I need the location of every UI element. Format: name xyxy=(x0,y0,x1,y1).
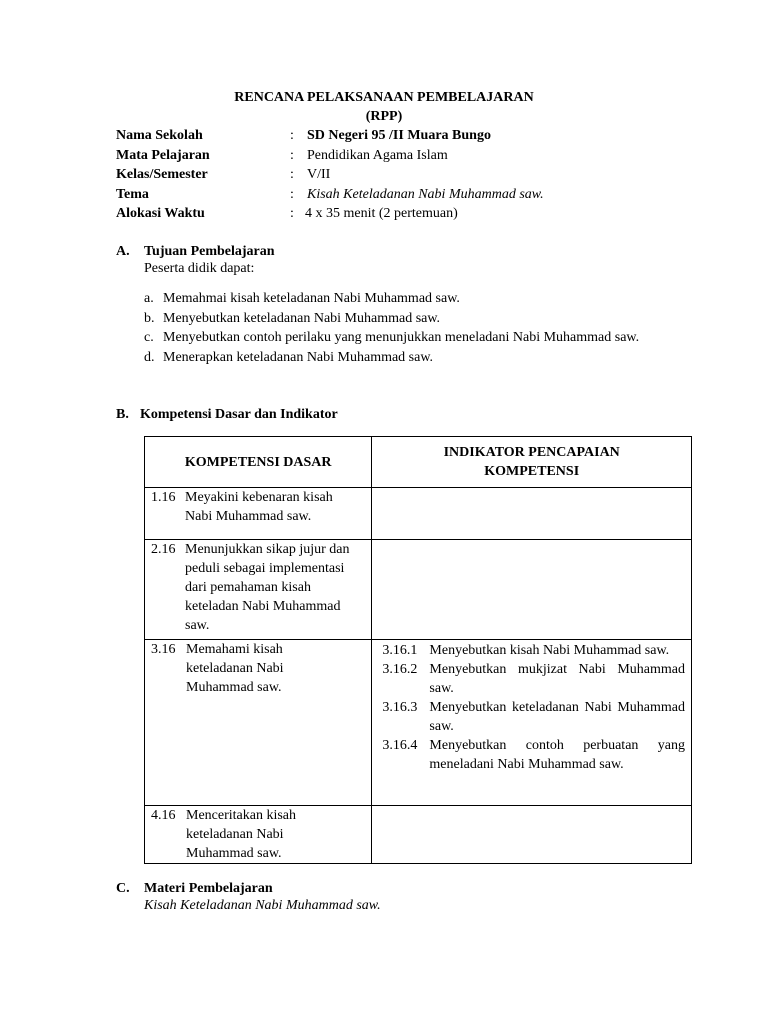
section-title: Tujuan Pembelajaran xyxy=(144,244,275,259)
kd-cell xyxy=(145,488,372,540)
kd-cell xyxy=(145,640,372,806)
info-value: 4 x 35 menit (2 pertemuan) xyxy=(305,206,458,221)
table-row xyxy=(145,540,692,640)
table-row xyxy=(145,488,692,540)
info-value: V/II xyxy=(307,167,331,182)
indicator-number: 3.16.3 xyxy=(382,700,418,715)
section-title: Kompetensi Dasar dan Indikator xyxy=(140,407,338,422)
header-indikator: INDIKATOR PENCAPAIAN KOMPETENSI xyxy=(372,437,692,488)
document-subtitle: (RPP) xyxy=(365,109,403,124)
table-header-row xyxy=(145,437,692,488)
kd-cell xyxy=(145,806,372,864)
list-item-letter: a. xyxy=(144,291,154,306)
list-item-text: Menerapkan keteladanan Nabi Muhammad saw. xyxy=(163,349,434,365)
indicator-item xyxy=(382,736,685,774)
kd-text: Meyakini kebenaran kisah Nabi Muhammad saw. xyxy=(185,490,333,524)
list-item-text: Menyebutkan keteladanan Nabi Muhammad saw. xyxy=(163,310,441,326)
section-a-intro: Peserta didik dapat: xyxy=(144,261,255,276)
indicator-text: Menyebutkan kisah Nabi Muhammad saw. xyxy=(429,643,670,658)
info-value: Kisah Keteladanan Nabi Muhammad saw. xyxy=(307,186,544,202)
competency-table xyxy=(144,436,692,864)
kd-text: Menunjukkan sikap jujur dan peduli sebagai implementasi dari pemahaman kisah keteladan Nabi Muhammad saw. xyxy=(185,542,350,633)
kd-number: 1.16 xyxy=(151,490,176,505)
list-item-text: Memahmai kisah keteladanan Nabi Muhammad saw. xyxy=(163,291,460,306)
indicator-number: 3.16.4 xyxy=(382,738,418,753)
section-letter: C. xyxy=(116,881,130,896)
info-row-theme xyxy=(116,185,676,205)
kd-text: Memahami kisah keteladanan Nabi Muhammad saw. xyxy=(186,642,284,695)
section-c-text: Kisah Keteladanan Nabi Muhammad saw. xyxy=(144,898,381,913)
kd-number: 2.16 xyxy=(151,542,176,557)
info-row-subject xyxy=(116,146,676,166)
indicator-cell-empty xyxy=(372,488,692,540)
info-row-school xyxy=(116,126,676,146)
indicator-cell-empty xyxy=(372,540,692,640)
list-item xyxy=(144,289,652,308)
info-label: Mata Pelajaran xyxy=(116,147,210,163)
table-row xyxy=(145,640,692,806)
info-value: SD Negeri 95 /II Muara Bungo xyxy=(307,128,491,143)
list-item xyxy=(144,348,652,367)
kd-cell xyxy=(145,540,372,640)
section-b-heading xyxy=(116,405,338,424)
info-colon: : xyxy=(290,147,294,163)
indicator-item xyxy=(382,641,685,660)
objectives-list xyxy=(144,289,652,367)
info-colon: : xyxy=(290,206,294,221)
section-letter: B. xyxy=(116,407,129,422)
list-item-letter: b. xyxy=(144,310,155,326)
info-row-time xyxy=(116,204,676,224)
list-item xyxy=(144,309,652,328)
section-letter: A. xyxy=(116,244,130,259)
info-label: Tema xyxy=(116,186,149,202)
list-item xyxy=(144,328,652,347)
list-item-text: Menyebutkan contoh perilaku yang menunjukkan meneladani Nabi Muhammad saw. xyxy=(163,330,640,345)
section-title: Materi Pembelajaran xyxy=(144,881,273,896)
info-colon: : xyxy=(290,186,294,202)
document-title: RENCANA PELAKSANAAN PEMBELAJARAN xyxy=(234,90,534,105)
header-kompetensi-dasar: KOMPETENSI DASAR xyxy=(145,437,372,488)
info-value: Pendidikan Agama Islam xyxy=(307,147,448,163)
info-colon: : xyxy=(290,128,294,143)
info-label: Kelas/Semester xyxy=(116,167,208,182)
info-label: Alokasi Waktu xyxy=(116,206,205,221)
list-item-letter: c. xyxy=(144,330,154,345)
indicator-number: 3.16.1 xyxy=(382,643,418,658)
info-colon: : xyxy=(290,167,294,182)
indicator-cell xyxy=(372,640,692,806)
indicator-item xyxy=(382,698,685,736)
indicator-item xyxy=(382,660,685,698)
indicator-cell-empty xyxy=(372,806,692,864)
info-row-class xyxy=(116,165,676,185)
kd-text: Menceritakan kisah keteladanan Nabi Muhammad saw. xyxy=(186,808,297,861)
info-label: Nama Sekolah xyxy=(116,128,203,143)
table-row xyxy=(145,806,692,864)
list-item-letter: d. xyxy=(144,349,155,365)
kd-number: 3.16 xyxy=(151,642,176,657)
indicator-text: Menyebutkan keteladanan Nabi Muhammad saw. xyxy=(429,700,685,734)
kd-number: 4.16 xyxy=(151,808,176,823)
identity-block xyxy=(116,126,676,224)
indicator-text: Menyebutkan mukjizat Nabi Muhammad saw. xyxy=(429,662,685,696)
indicator-number: 3.16.2 xyxy=(382,662,418,677)
indicator-text: Menyebutkan contoh perbuatan yang meneladani Nabi Muhammad saw. xyxy=(429,738,685,772)
